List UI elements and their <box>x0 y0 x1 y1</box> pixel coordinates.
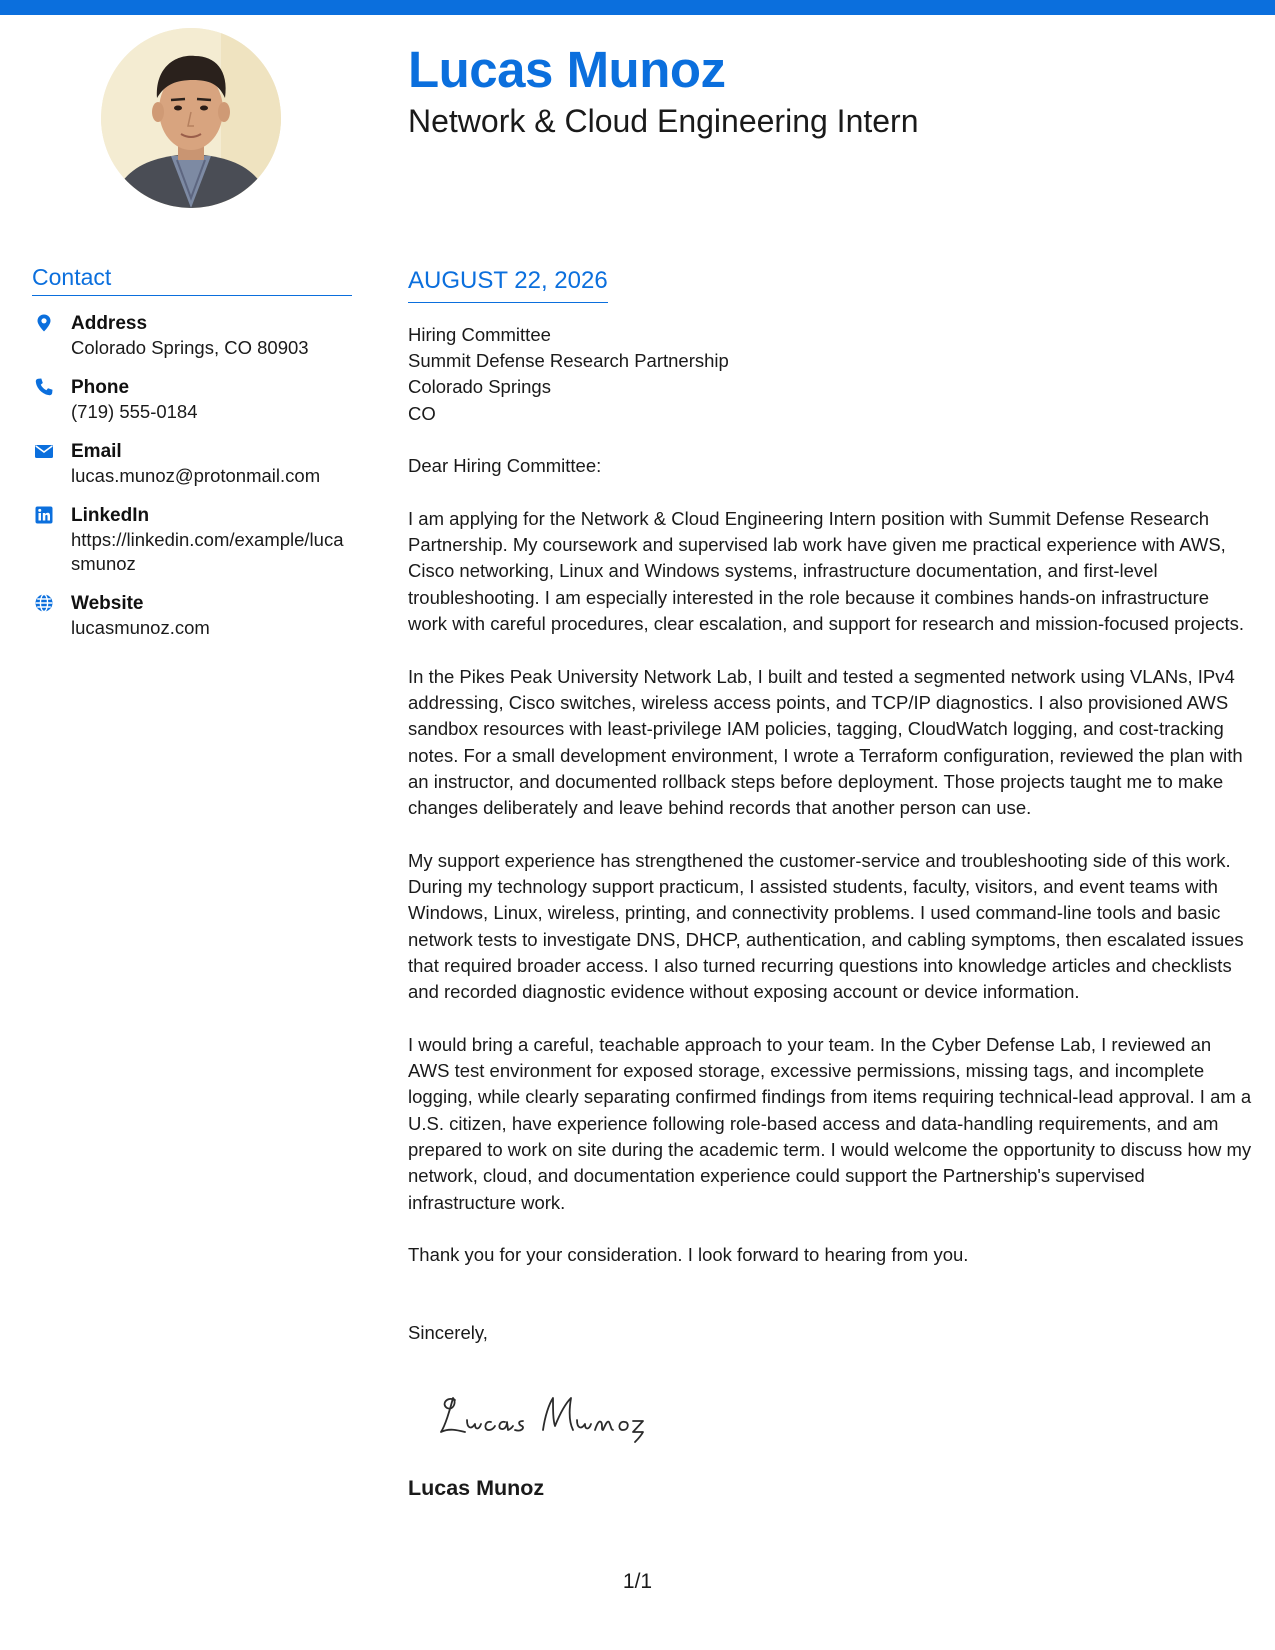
applicant-title: Network & Cloud Engineering Intern <box>408 103 919 139</box>
contact-heading: Contact <box>32 264 352 296</box>
linkedin-icon <box>34 505 54 525</box>
page-number: 1/1 <box>622 1570 653 1593</box>
letter-date: AUGUST 22, 2026 <box>408 267 608 303</box>
top-accent-bar <box>0 0 1275 15</box>
recipient-line: Hiring Committee <box>408 323 551 345</box>
profile-photo <box>101 28 281 208</box>
contact-value-website[interactable]: lucasmunoz.com <box>71 616 210 638</box>
closing: Sincerely, <box>408 1322 488 1344</box>
letter-paragraph: In the Pikes Peak University Network Lab, I built and tested a segmented network using VLANs, IPv4 addressing, Cisco switches, wireless access points, and TCP/IP diagnostics. I also provisioned AWS sandbox resources with least-privilege IAM policies, tagging, CloudWatch logging, and cost-tracking notes. For a small development environment, I wrote a Terraform configuration, reviewed the plan with an instructor, and documented rollback steps before deployment. Those projects taught me to make changes deliberately and leave behind records that another person can use. <box>408 665 1243 819</box>
contact-label-phone: Phone <box>71 376 130 398</box>
letter-paragraph: I would bring a careful, teachable approach to your team. In the Cyber Defense Lab, I reviewed an AWS test environment for exposed storage, excessive permissions, missing tags, and incomplete logging, while clearly separating confirmed findings from items requiring technical-lead approval. I am a U.S. citizen, have experience following role-based access and data-handling requirements, and am prepared to work on site during the academic term. I would welcome the opportunity to discuss how my network, cloud, and documentation experience could support the Partnership's supervised infrastructure work. <box>408 1033 1252 1213</box>
location-pin-icon <box>34 313 54 333</box>
letter-paragraph: Thank you for your consideration. I look forward to hearing from you. <box>408 1244 969 1266</box>
contact-value-address: Colorado Springs, CO 80903 <box>71 336 309 358</box>
recipient-line: Colorado Springs <box>408 376 551 398</box>
recipient-line: CO <box>408 402 436 424</box>
phone-icon <box>34 377 54 397</box>
contact-linkedin <box>32 503 352 576</box>
contact-value-email[interactable]: lucas.munoz@protonmail.com <box>71 464 321 486</box>
recipient-block <box>408 322 1253 427</box>
contact-label-email: Email <box>71 440 122 462</box>
contact-value-linkedin[interactable]: https://linkedin.com/example/lucasmunoz <box>71 528 344 574</box>
contact-value-phone: (719) 555-0184 <box>71 400 198 422</box>
contact-label-address: Address <box>71 312 148 334</box>
applicant-name: Lucas Munoz <box>408 41 726 98</box>
salutation: Dear Hiring Committee: <box>408 455 602 477</box>
letter-body <box>408 267 1253 1502</box>
signer-name: Lucas Munoz <box>408 1476 545 1501</box>
globe-icon <box>34 593 54 613</box>
contact-address <box>32 311 352 360</box>
recipient-line: Summit Defense Research Partnership <box>408 350 729 372</box>
email-icon <box>34 441 54 461</box>
letter-paragraph: My support experience has strengthened the customer-service and troubleshooting side of this work. During my technology support practicum, I assisted students, faculty, visitors, and event teams with Windows, Linux, wireless, printing, and connectivity problems. I used command-line tools and basic network tests to investigate DNS, DHCP, authentication, and cabling symptoms, then escalated issues that required broader access. I also turned recurring questions into knowledge articles and checklists and recorded diagnostic evidence without exposing account or device information. <box>408 849 1244 1003</box>
contact-sidebar <box>32 264 352 640</box>
contact-email <box>32 439 352 488</box>
contact-label-website: Website <box>71 592 144 614</box>
contact-label-linkedin: LinkedIn <box>71 504 150 526</box>
letter-paragraph: I am applying for the Network & Cloud Engineering Intern position with Summit Defense Research Partnership. My coursework and supervised lab work have given me practical experience with AWS, Cisco networking, Linux and Windows systems, infrastructure documentation, and first-level troubleshooting. I am especially interested in the role because it combines hands-on infrastructure work with careful procedures, clear escalation, and support for research and mission-focused projects. <box>408 507 1244 635</box>
handwritten-signature <box>435 1386 1253 1446</box>
contact-phone <box>32 375 352 424</box>
contact-website <box>32 591 352 640</box>
